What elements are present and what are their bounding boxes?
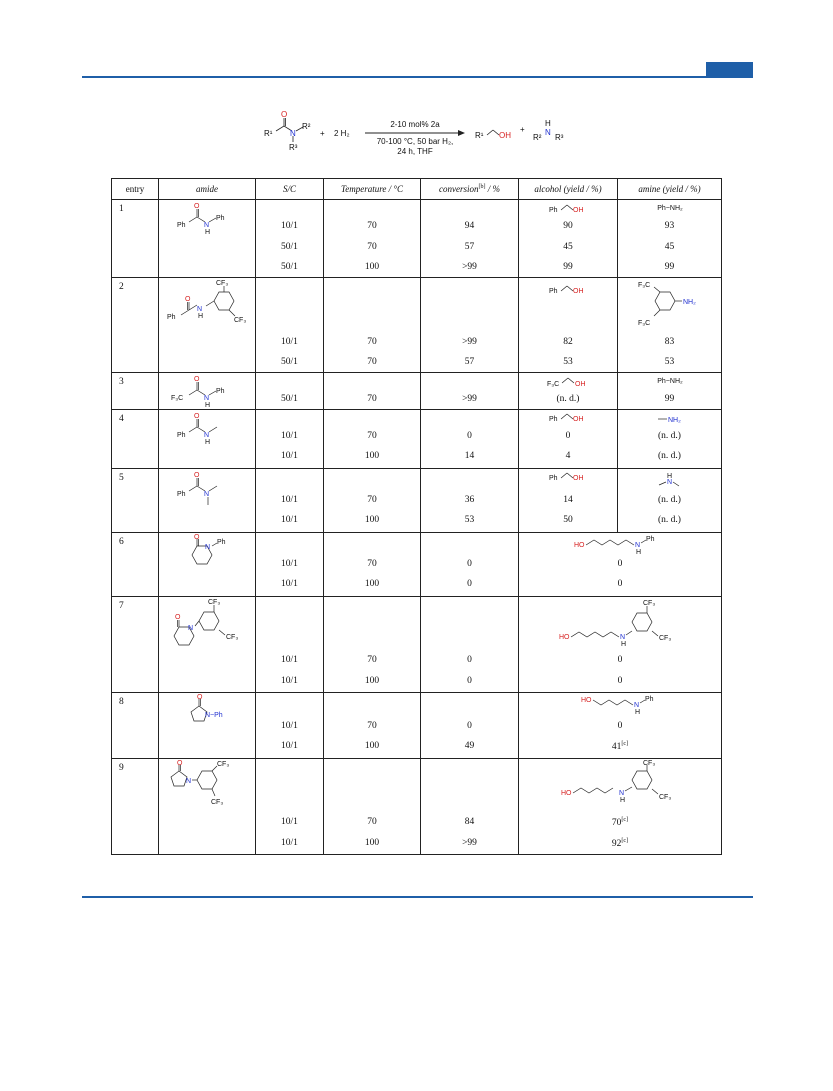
scheme-product-r1: R¹	[475, 131, 484, 140]
reaction-scheme	[240, 105, 600, 165]
sc-value: 50/1	[281, 357, 298, 367]
temperature-value: 100	[364, 262, 380, 272]
oxygen-label: O	[194, 376, 200, 383]
amide-structure-7	[159, 597, 256, 693]
temperature-value: 70	[367, 357, 377, 367]
sc-value: 10/1	[281, 655, 298, 665]
entry-number: 2	[119, 282, 124, 292]
temperature-value: 70	[367, 817, 377, 827]
n-label: N	[204, 395, 210, 402]
temperature-value: 70	[367, 559, 377, 569]
amine-yield: 83	[664, 337, 675, 347]
n-label: N	[620, 634, 626, 641]
conversion-value: 0	[467, 559, 472, 569]
temperature-value: 100	[364, 451, 380, 461]
h-label: H	[205, 229, 211, 236]
temperature-value: 70	[367, 394, 377, 404]
header-alcohol: alcohol (yield / %)	[519, 179, 618, 200]
h-label: H	[667, 473, 673, 480]
scheme-nitrogen: N	[290, 129, 296, 138]
conversion-value: 0	[467, 655, 472, 665]
header-conversion	[421, 179, 519, 200]
oxygen-label: O	[177, 760, 183, 767]
f3c-label: F₃C	[171, 395, 184, 402]
n-label: N	[205, 544, 211, 551]
alcohol-yield: 45	[563, 242, 573, 252]
entry-number: 4	[119, 414, 124, 424]
n-label: N	[634, 702, 640, 709]
sc-value: 50/1	[281, 242, 298, 252]
n-ph-label: N−Ph	[205, 712, 223, 719]
sc-value: 10/1	[281, 838, 298, 848]
amine-yield: (n. d.)	[658, 451, 681, 461]
ph-label: Ph	[549, 416, 558, 423]
conversion-value: 94	[464, 221, 475, 231]
scheme-amine-r3: R³	[555, 133, 564, 142]
footnote-mark: [c]	[621, 817, 629, 823]
h-label: H	[621, 641, 627, 648]
oxygen-label: O	[185, 296, 191, 303]
n-label: N	[197, 306, 203, 313]
sc-value: 10/1	[281, 221, 298, 231]
conversion-value: 57	[464, 357, 475, 367]
temperature-value: 100	[364, 741, 380, 751]
product-yield-value: 41	[611, 742, 622, 753]
ph-label: Ph	[217, 539, 226, 546]
amine-yield: 99	[664, 394, 675, 404]
oxygen-label: O	[194, 413, 200, 420]
sc-value: 10/1	[281, 337, 298, 347]
sc-value: 50/1	[281, 262, 298, 272]
cf3-label: CF₃	[659, 794, 672, 801]
amine-yield: (n. d.)	[658, 515, 681, 525]
scheme-conditions-2: 70-100 °C, 50 bar H₂,	[376, 137, 454, 146]
entry-number: 6	[119, 537, 124, 547]
oh-label: OH	[573, 207, 584, 214]
sc-value: 10/1	[281, 451, 298, 461]
conversion-value: 36	[464, 495, 475, 505]
footer-rule	[82, 896, 753, 898]
product-yield: 0	[617, 676, 623, 686]
conversion-value: >99	[462, 838, 477, 848]
cf3-label: CF₃	[643, 600, 656, 607]
cf3-label: CF₃	[216, 280, 229, 287]
scheme-amine-n: N	[545, 128, 551, 137]
h-label: H	[635, 709, 641, 716]
oxygen-label: O	[175, 614, 181, 621]
cf3-label: CF₃	[234, 317, 247, 324]
amide-structure-2	[159, 278, 256, 373]
ph-label: Ph	[549, 475, 558, 482]
conversion-value: 0	[467, 431, 472, 441]
sc-value: 10/1	[281, 579, 298, 589]
nh2-label: NH₂	[668, 417, 681, 424]
table-row	[112, 469, 722, 533]
nh2-label: NH₂	[683, 299, 696, 306]
temperature-value: 100	[364, 515, 380, 525]
h-label: H	[620, 797, 626, 804]
oh-label: OH	[573, 416, 584, 423]
alcohol-yield: 0	[565, 431, 571, 441]
amide-structure-1	[159, 200, 256, 278]
amide-structure-3	[159, 373, 256, 410]
ph-label: Ph	[177, 491, 186, 498]
conversion-value: 57	[464, 242, 475, 252]
scheme-r2: R²	[302, 122, 311, 131]
product-yield	[519, 721, 721, 731]
header-conversion-label: conversion	[439, 184, 479, 194]
sc-value: 10/1	[281, 676, 298, 686]
amine-yield: 93	[664, 221, 675, 231]
header-temperature: Temperature / °C	[324, 179, 421, 200]
ph-label: Ph	[549, 207, 558, 214]
cf3-label: CF₃	[208, 599, 221, 606]
entry-number: 3	[119, 377, 124, 387]
scheme-plus-2: +	[520, 125, 525, 134]
n-label: N	[635, 542, 641, 549]
product-yield	[519, 741, 721, 752]
n-label: N	[619, 790, 625, 797]
entry-number: 9	[119, 763, 124, 773]
amine-yield: 99	[664, 262, 675, 272]
oh-label: OH	[575, 381, 586, 388]
table-row	[112, 597, 722, 693]
conversion-value: >99	[462, 394, 477, 404]
conversion-value: 53	[464, 515, 475, 525]
conversion-value: 49	[464, 741, 475, 751]
header-entry: entry	[112, 179, 159, 200]
table-row	[112, 200, 722, 278]
cf3-label: CF₃	[217, 761, 230, 768]
scheme-r3: R³	[289, 143, 298, 152]
header-sc: S/C	[256, 179, 324, 200]
ho-label: HO	[559, 634, 570, 641]
f3c-label: F₃C	[638, 282, 651, 289]
scheme-conditions-1: 2-10 mol% 2a	[390, 120, 440, 129]
table-row	[112, 759, 722, 855]
amine-yield: (n. d.)	[658, 431, 681, 441]
sc-value: 10/1	[281, 559, 298, 569]
conversion-value: 84	[464, 817, 475, 827]
ph-label: Ph	[167, 314, 176, 321]
ph-label: Ph	[645, 696, 654, 703]
ho-label: HO	[561, 790, 572, 797]
temperature-value: 70	[367, 431, 377, 441]
scheme-plus-1: +	[320, 129, 325, 138]
sc-value: 50/1	[281, 394, 298, 404]
product-yield-value: 0	[617, 721, 623, 731]
amide-structure-8	[159, 693, 256, 759]
cf3-label: CF₃	[643, 760, 656, 767]
scheme-product-oh: OH	[499, 131, 511, 140]
oxygen-label: O	[194, 203, 200, 210]
n-label: N	[204, 222, 210, 229]
conversion-value: 0	[467, 579, 472, 589]
amide-structure-6	[159, 533, 256, 597]
alcohol-yield: 50	[563, 515, 573, 525]
n-label: N	[188, 625, 194, 632]
cf3-label: CF₃	[659, 635, 672, 642]
footnote-mark: [c]	[621, 741, 629, 747]
table-header-row	[112, 179, 722, 200]
ph-label: Ph	[177, 222, 186, 229]
scheme-conditions-3: 24 h, THF	[397, 147, 433, 156]
sc-value: 10/1	[281, 741, 298, 751]
n-label: N	[667, 479, 673, 486]
table-row	[112, 533, 722, 597]
scheme-oxygen: O	[281, 110, 288, 119]
cf3-label: CF₃	[226, 634, 239, 641]
scheme-amine-h: H	[545, 119, 551, 128]
f3c-label: F₃C	[547, 381, 560, 388]
product-yield: 0	[617, 655, 623, 665]
amine-yield: (n. d.)	[658, 495, 681, 505]
alcohol-yield: 90	[563, 221, 573, 231]
header-rule	[82, 76, 753, 78]
entry-number: 1	[119, 204, 124, 214]
scheme-r1: R¹	[264, 129, 273, 138]
ph-label: Ph	[177, 432, 186, 439]
h-label: H	[205, 439, 211, 446]
table-row	[112, 373, 722, 410]
temperature-value: 70	[367, 221, 377, 231]
amide-structure-9	[159, 759, 256, 855]
alcohol-yield: 99	[563, 262, 573, 272]
product-yield: 0	[617, 559, 623, 569]
scheme-amine-r2: R²	[533, 133, 542, 142]
temperature-value: 70	[367, 337, 377, 347]
f3c-label: F₃C	[638, 320, 651, 327]
scheme-h2: 2 H₂	[334, 129, 350, 138]
table-row	[112, 410, 722, 469]
temperature-value: 100	[364, 579, 380, 589]
ho-label: HO	[574, 542, 585, 549]
n-label: N	[204, 491, 210, 498]
alcohol-yield: (n. d.)	[556, 394, 580, 404]
header-amine: amine (yield / %)	[618, 179, 722, 200]
oxygen-label: O	[194, 472, 200, 479]
ph-label: Ph	[549, 288, 558, 295]
conversion-value: 0	[467, 721, 472, 731]
alcohol-yield: 14	[563, 495, 573, 505]
oh-label: OH	[573, 288, 584, 295]
aniline-label: Ph−NH₂	[657, 205, 683, 212]
h-label: H	[198, 313, 204, 320]
entry-number: 8	[119, 697, 124, 707]
product-yield	[519, 838, 721, 849]
alcohol-yield: 82	[563, 337, 573, 347]
sc-value: 10/1	[281, 721, 298, 731]
sc-value: 10/1	[281, 515, 298, 525]
temperature-value: 70	[367, 655, 377, 665]
sc-value: 10/1	[281, 817, 298, 827]
conversion-value: >99	[462, 337, 477, 347]
oh-label: OH	[573, 475, 584, 482]
sc-value: 10/1	[281, 495, 298, 505]
h-label: H	[205, 402, 211, 409]
amide-structure-5	[159, 469, 256, 533]
product-yield	[519, 817, 721, 828]
entry-number: 5	[119, 473, 124, 483]
amine-yield: 45	[664, 242, 675, 252]
header-conversion-unit: / %	[485, 184, 500, 194]
n-label: N	[186, 778, 192, 785]
header-amide: amide	[159, 179, 256, 200]
cf3-label: CF₃	[211, 799, 224, 806]
entry-number: 7	[119, 601, 124, 611]
conversion-value: >99	[462, 262, 477, 272]
aniline-label: Ph−NH₂	[657, 378, 683, 385]
h-label: H	[636, 549, 642, 556]
alcohol-yield: 53	[563, 357, 573, 367]
temperature-value: 70	[367, 495, 377, 505]
oxygen-label: O	[194, 534, 200, 541]
results-table	[111, 178, 722, 855]
ho-label: HO	[581, 697, 592, 704]
temperature-value: 100	[364, 838, 380, 848]
ph-label: Ph	[646, 536, 655, 543]
amine-yield: 53	[664, 357, 675, 367]
product-yield-value: 92	[611, 839, 622, 850]
table-row	[112, 278, 722, 373]
temperature-value: 70	[367, 721, 377, 731]
oxygen-label: O	[197, 694, 203, 701]
table-row	[112, 693, 722, 759]
ph-label: Ph	[216, 388, 225, 395]
product-yield: 0	[617, 579, 623, 589]
ph-label: Ph	[216, 215, 225, 222]
conversion-value: 0	[467, 676, 472, 686]
alcohol-yield: 4	[565, 451, 571, 461]
temperature-value: 70	[367, 242, 377, 252]
sc-value: 10/1	[281, 431, 298, 441]
footnote-mark: [c]	[621, 838, 629, 844]
amide-structure-4	[159, 410, 256, 469]
header-conversion-footnote: [b]	[478, 184, 486, 190]
conversion-value: 14	[464, 451, 475, 461]
n-label: N	[204, 432, 210, 439]
temperature-value: 100	[364, 676, 380, 686]
product-yield-value: 70	[611, 818, 622, 829]
